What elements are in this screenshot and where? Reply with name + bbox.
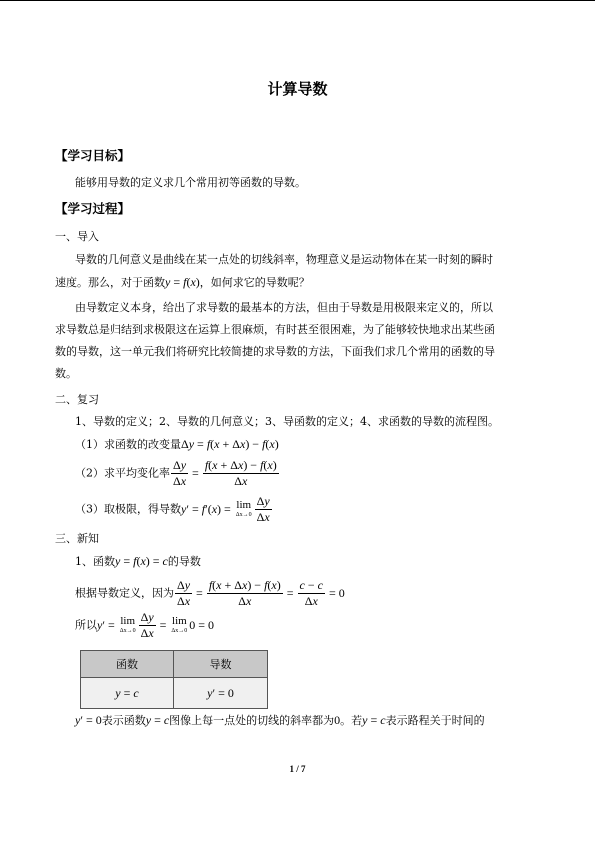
table-cell-function: y = c — [81, 678, 174, 709]
section-1-paragraph-1 — [55, 249, 493, 294]
text-fragment: 表示路程关于时间的 — [385, 714, 485, 727]
text-fragment: 速度。那么，对于函数 — [55, 276, 165, 289]
text-fragment: ，如何求它的导数呢？ — [199, 276, 310, 289]
formula: y′ = lim Δx→0 $\frac{\Delta y}{\Delta x}$ = lim Δx→0 0 = 0 — [97, 610, 215, 640]
table-row — [81, 678, 268, 709]
limit-result — [75, 610, 214, 641]
formula: y = f(x) — [165, 275, 200, 289]
paragraph-line: 数的导数，这一单元我们将研究比较简捷的求导数的方法，下面我们求几个常用的函数的导 — [55, 345, 495, 358]
paragraph-line: 求导数总是归结到求极限这在运算上很麻烦，有时甚至很困难，为了能够较快地求出某些函 — [55, 323, 495, 336]
formula: $\frac{\Delta y}{\Delta x}$ = $\frac{f(x + \Delta x) - f(x)}{\Delta x}$ = $\frac{c - c}{\Delta x}$ = 0 — [177, 578, 345, 608]
review-list: 1、导数的定义；2、导数的几何意义；3、导函数的定义；4、求函数的导数的流程图。 — [75, 415, 499, 428]
formula: y = c — [362, 713, 386, 727]
text-fragment: 表示函数 — [101, 714, 146, 727]
text-fragment: 1、函数 — [75, 555, 115, 568]
paragraph-line: 由导数定义本身，给出了求导数的最基本的方法，但由于导数是用极限来定义的，所以 — [75, 301, 493, 314]
section-1-heading: 一、导入 — [55, 230, 99, 243]
closing-line — [75, 712, 485, 728]
review-item-1 — [75, 436, 279, 452]
text-fragment: 所以 — [75, 618, 97, 632]
review-item-2 — [75, 458, 280, 489]
section-2-heading: 二、复习 — [55, 393, 99, 406]
derivative-table — [80, 650, 268, 709]
paragraph-line: 数。 — [55, 367, 77, 380]
page-title: 计算导数 — [267, 80, 328, 98]
formula: y = c — [145, 713, 170, 727]
formula: $\frac{\Delta y}{\Delta x}$ = $\frac{f(x + \Delta x) - f(x)}{\Delta x}$ — [173, 458, 277, 488]
goal-heading: 【学习目标】 — [55, 148, 131, 163]
subsection-1-title — [75, 553, 201, 569]
formula: y′ = f′(x) = lim Δx→0 $\frac{\Delta y}{\Delta x}$ — [181, 494, 270, 524]
text-fragment: 图像上每一点处的切线的斜率都为 — [169, 714, 335, 727]
formula: y = f(x) = c — [115, 554, 168, 568]
formula: 0 — [334, 713, 341, 727]
text-fragment: （3）取极限，得导数 — [75, 502, 181, 516]
paragraph-line: 导数的几何意义是曲线在某一点处的切线斜率，物理意义是运动物体在某一时刻的瞬时 — [75, 253, 493, 266]
table-header-row — [81, 651, 268, 678]
formula: y′ = 0 — [75, 713, 102, 727]
definition-derivation — [75, 578, 345, 609]
review-item-3 — [75, 494, 273, 525]
page-number: 1 / 7 — [289, 764, 306, 774]
text-fragment: 。若 — [340, 714, 363, 727]
text-fragment: 根据导数定义，因为 — [75, 586, 174, 600]
text-fragment: 的导数 — [167, 555, 201, 568]
text-fragment: （1）求函数的改变量 — [75, 438, 181, 451]
goal-text: 能够用导数的定义求几个常用初等函数的导数。 — [75, 176, 306, 189]
text-fragment: （2）求平均变化率 — [75, 466, 170, 480]
top-rule — [0, 0, 595, 1]
table-header-cell: 函数 — [81, 651, 174, 678]
section-3-heading: 三、新知 — [55, 532, 99, 545]
section-1-paragraph-2 — [55, 297, 495, 385]
table-header-cell: 导数 — [174, 651, 268, 678]
paragraph-line — [55, 271, 493, 294]
table-cell-derivative: y′ = 0 — [174, 678, 268, 709]
process-heading: 【学习过程】 — [55, 201, 131, 216]
formula: Δy = f(x + Δx) − f(x) — [181, 437, 279, 451]
